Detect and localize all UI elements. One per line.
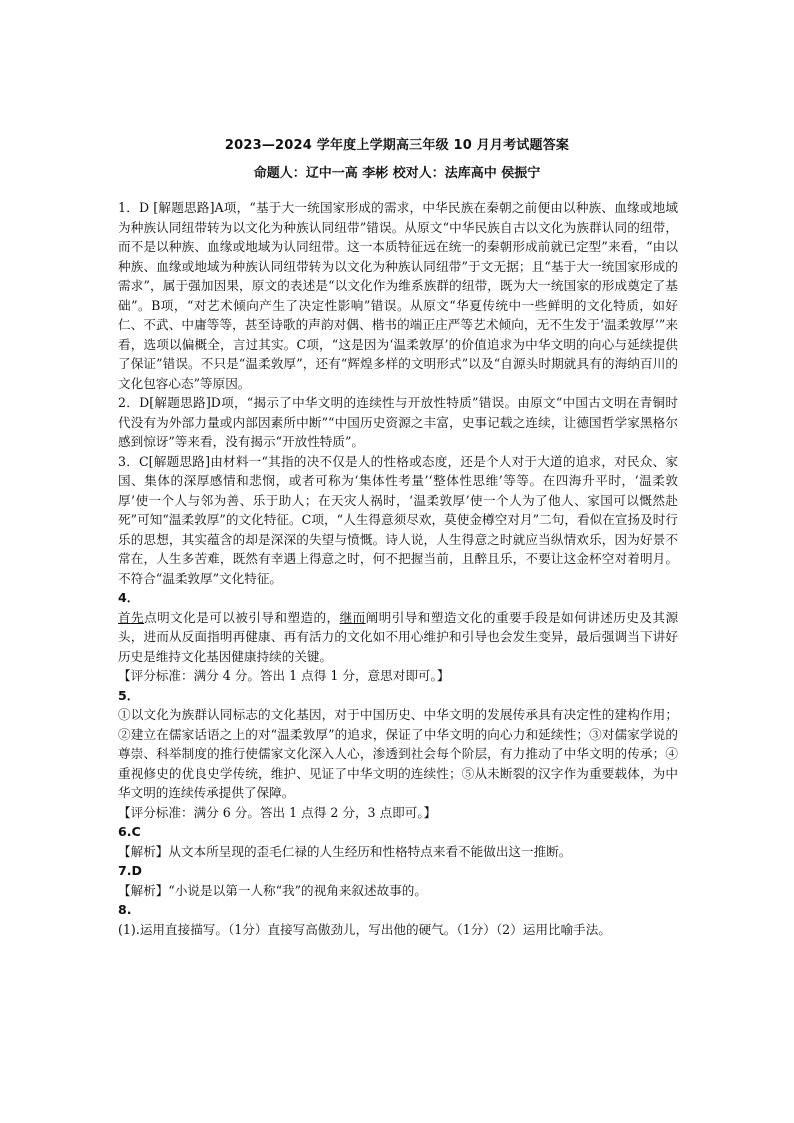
- question-number-7: 7.D: [118, 863, 143, 878]
- question-number-4: 4．: [118, 590, 140, 605]
- answer-body: [118, 198, 678, 939]
- answer-q3: 3．C[解题思路]由材料一“其指的决不仅是人的性格或态度，还是个人对于大道的追求，对民众、家国、集体的深厚感情和悲悯，或者可称为‘集体性考量’‘整体性思维’等等。在四海升平时，‘温柔敦厚’使一个人与邻为善、乐于助人；在天灾人祸时，‘温柔敦厚’使一个人为了他人、家国可以慨然赴死”可知“温柔敦厚”的文化特征。C项，“人生得意须尽欢，莫使金樽空对月”二句，看似在宣扬及时行乐的思想，其实蕴含的却是深深的失望与愤慨。诗人说，人生得意之时就应当纵情欢乐，因为好景不常在，人生多苦难，既然有幸遇上得意之时，何不把握当前，且醉且乐，不要让这金杯空对着明月。不符合“温柔敦厚”文化特征。: [118, 453, 678, 586]
- question-number-5: 5．: [118, 687, 140, 703]
- page-subtitle: 命题人：辽中一高 李彬 校对人：法库高中 侯振宁: [253, 166, 541, 181]
- answer-q6: 【解析】从文本所呈现的歪毛仁禄的人生经历和性格特点来看不能做出这一推断。: [118, 843, 572, 859]
- page-title: 2023—2024 学年度上学期高三年级 10 月月考试题答案: [224, 138, 570, 153]
- underlined-next: 继而: [339, 609, 366, 625]
- answer-q1: 1．D [解题思路]A项，“基于大一统国家形成的需求，中华民族在秦朝之前便由以种族、血缘或地域为种族认同纽带转为以文化为种族认同纽带”错误。从原文“中华民族自古以文化为族群认同的纽带，而不是以种族、血缘或地域为认同纽带。这一本质特征远在统一的秦朝形成前就已定型”来看，“由以种族、血缘或地域为种族认同纽带转为以文化为种族认同纽带”于文无据；且“基于大一统国家形成的需求”，属于强加因果，原文的表述是“以文化作为维系族群的纽带，既为大一统国家的形成奠定了基础”。B项，“对艺术倾向产生了决定性影响”错误。从原文“华夏传统中一些鲜明的文化特质，如好仁、不武、中庸等等，甚至诗歌的声韵对偶、楷书的端正庄严等艺术倾向，无不生发于‘温柔敦厚’”来看，选项以偏概全，言过其实。C项，“这是因为‘温柔敦厚’的价值追求为中华文明的向心与延续提供了保证”错误。不只是“温柔敦厚”，还有“辉煌多样的文明形式”以及“自源头时期就具有的海纳百川的文化包容心态”等原因。: [118, 200, 678, 391]
- scoring-q5: 【评分标准：满分 6 分。答出 1 点得 2 分，3 点即可。】: [118, 804, 437, 820]
- answer-q4-part-b: 阐明引导和塑造文化的重要手段是如何讲述历史及其源头，进而从反面指明再健康、再有活力的文化如不用心维护和引导也会发生变异，最后强调当下讲好历史是维持文化基因健康持续的关键。: [118, 609, 679, 664]
- answer-q8: (1).运用直接描写。（1分）直接写高傲劲儿，写出他的硬气。（1分）（2）运用比喻手法。: [118, 921, 611, 937]
- answer-q4-part-a: 点明文化是可以被引导和塑造的，: [144, 609, 340, 625]
- answer-q4: [118, 608, 678, 667]
- question-number-6: 6.C: [118, 824, 141, 839]
- scoring-q4: 【评分标准：满分 4 分。答出 1 点得 1 分，意思对即可。】: [118, 668, 450, 683]
- underlined-first: 首先: [118, 609, 145, 625]
- answer-q2: 2．D[解题思路]D项，“揭示了中华文明的连续性与开放性特质”错误。由原文“中国古文明在青铜时代没有为外部力量或内部因素所中断”“中国历史资源之丰富，史事记载之连续，让德国哲学家黑格尔感到惊讶”等来看，没有揭示“开放性特质”。: [118, 395, 678, 449]
- answer-q7: 【解析】“小说是以第一人称“我”的视角来叙述故事的。: [118, 882, 427, 898]
- question-number-8: 8.: [118, 902, 132, 917]
- answer-q5: ①以文化为族群认同标志的文化基因，对于中国历史、中华文明的发展传承具有决定性的建构作用；②建立在儒家话语之上的对“温柔敦厚”的追求，保证了中华文明的向心力和延续性；③对儒家学说的尊崇、科举制度的推行使儒家文化深入人心，渗透到社会每个阶层，有力推动了中华文明的传承；④重视修史的优良史学传统，维护、见证了中华文明的连续性；⑤从未断裂的汉字作为重要载体，为中华文明的连续传承提供了保障。: [118, 707, 678, 800]
